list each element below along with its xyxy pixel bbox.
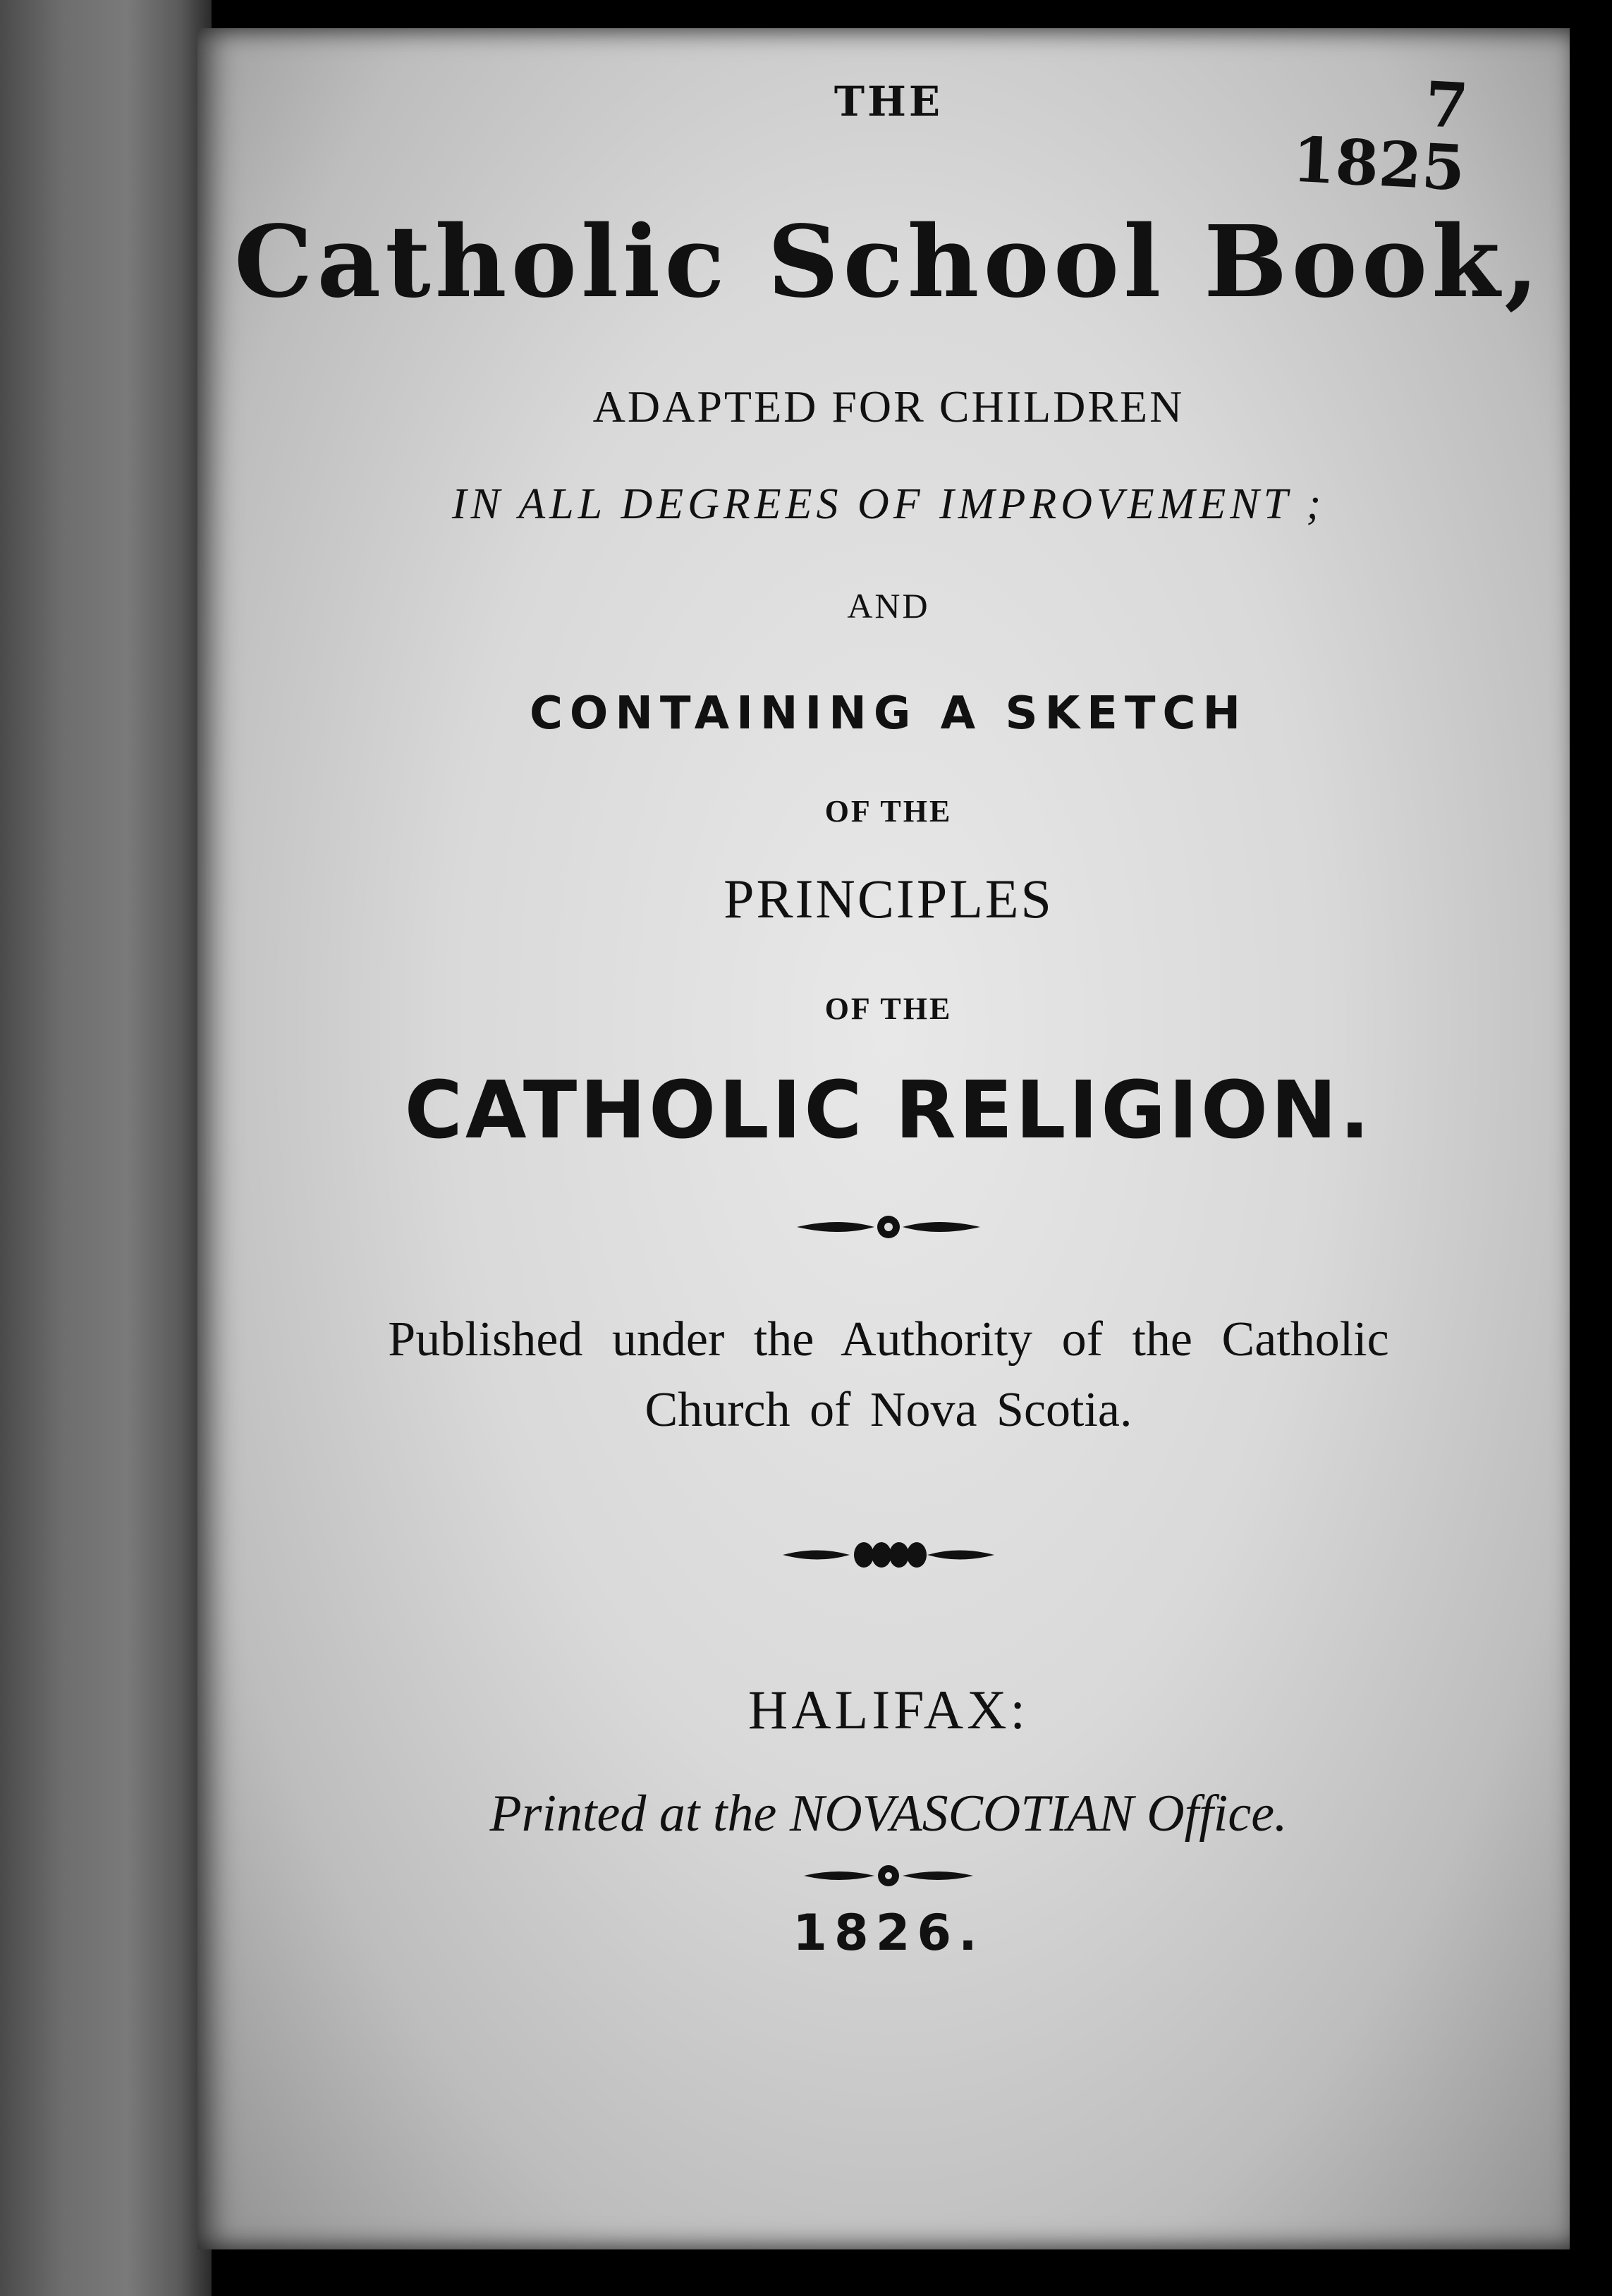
imprint-place: HALIFAX: — [747, 1679, 1030, 1740]
subtitle-of-the-1: OF THE — [824, 794, 953, 829]
subtitle-degrees: IN ALL DEGREES OF IMPROVEMENT ; — [451, 480, 1326, 528]
shelfmark-line-2: 1825 — [1290, 122, 1467, 205]
ornament-2-icon — [783, 1537, 994, 1573]
ornament-rule-3 — [197, 1862, 1580, 1890]
subtitle-religion: CATHOLIC RELIGION. — [404, 1065, 1373, 1156]
facing-leaf-edge — [0, 0, 212, 2296]
subtitle-principles: PRINCIPLES — [723, 868, 1054, 929]
subtitle-sketch: CONTAINING A SKETCH — [529, 688, 1248, 740]
ornament-rule-2 — [197, 1537, 1580, 1573]
ornament-rule-1 — [197, 1213, 1580, 1241]
shelfmark-line-1: 7 — [1423, 67, 1470, 143]
publisher-line-2: Church of Nova Scotia. — [645, 1383, 1132, 1437]
ornament-3-icon — [804, 1862, 973, 1890]
publisher-line-1: Published under the Authority of the Catholic — [388, 1312, 1389, 1367]
subtitle-of-the-2: OF THE — [824, 991, 953, 1026]
imprint-printer: Printed at the NOVASCOTIAN Office. — [489, 1785, 1288, 1843]
ornament-1-icon — [797, 1213, 980, 1241]
subtitle-and: AND — [847, 586, 930, 625]
imprint-year: 1826. — [793, 1904, 984, 1962]
title-page — [197, 28, 1580, 2249]
title-the: THE — [834, 78, 944, 126]
scan-edge-right — [1570, 0, 1612, 2296]
main-title: Catholic School Book, — [234, 204, 1543, 320]
subtitle-adapted: ADAPTED FOR CHILDREN — [592, 381, 1185, 432]
